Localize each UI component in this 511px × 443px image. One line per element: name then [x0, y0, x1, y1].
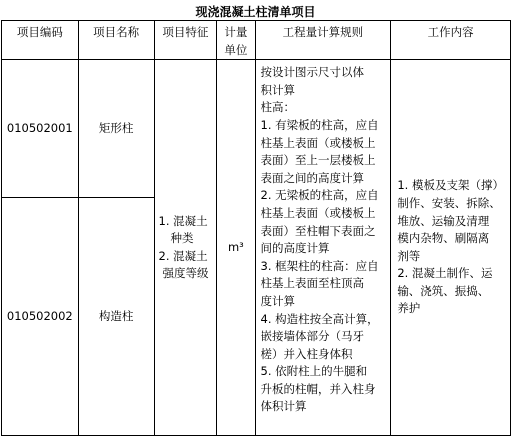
rule-line: 2. 无梁板的柱高，应自	[260, 188, 379, 203]
rule-line: 柱高：	[260, 100, 296, 115]
row-name: 构造柱	[78, 198, 154, 436]
header-unit	[217, 21, 255, 60]
rule-line: 升板的柱帽，并入柱身	[260, 381, 376, 396]
table-title: 现浇混凝土柱清单项目	[195, 5, 316, 19]
unit-cell: m³	[217, 60, 255, 436]
rule-line: 1. 有梁板的柱高，应自	[260, 117, 379, 132]
features-cell	[154, 60, 217, 436]
work-line: 输、浇筑、振捣、	[397, 283, 490, 298]
work-line: 堆放、运输及清理	[397, 213, 490, 228]
feature-line: 强度等级	[162, 266, 209, 281]
rule-line: 表面之间的高度计算	[260, 170, 365, 185]
work-line: 养护	[397, 301, 421, 316]
rule-line: 4. 构造柱按全高计算，	[260, 311, 379, 326]
rule-line: 体积计算	[260, 399, 307, 414]
header-code: 项目编码	[2, 21, 79, 60]
row-code: 010502001	[2, 60, 79, 198]
rule-line: 度计算	[260, 293, 296, 308]
row-code: 010502002	[2, 198, 79, 436]
rule-line: 柱基上表面（或楼板上	[260, 135, 376, 150]
header-features: 项目特征	[154, 21, 217, 60]
rule-line: 5. 依附柱上的牛腿和	[260, 364, 368, 379]
rule-line: 积计算	[260, 82, 296, 97]
rule-line: 按设计图示尺寸以体	[260, 65, 365, 80]
feature-line: 种类	[170, 231, 194, 246]
work-line: 制作、安装、拆除、	[397, 195, 501, 210]
header-unit-line2: 单位	[224, 42, 248, 57]
rule-line: 嵌接墙体部分（马牙	[260, 329, 365, 344]
header-row	[2, 21, 511, 60]
rule-line: 柱基上表面至柱顶高	[260, 276, 365, 291]
work-line: 剂等	[397, 248, 421, 263]
rule-line: 表面）至上一层楼板上	[260, 153, 376, 168]
work-line: 1. 模板及支架（撑）	[397, 178, 504, 193]
header-rules: 工程量计算规则	[255, 21, 391, 60]
work-cell	[391, 60, 511, 436]
rule-line: 槎）并入柱身体积	[260, 346, 353, 361]
rule-line: 3. 框架柱的柱高：应自	[260, 258, 379, 273]
quantity-table	[1, 20, 511, 436]
rules-cell	[255, 60, 391, 436]
work-line: 模内杂物、刷隔离	[397, 231, 490, 246]
header-work: 工作内容	[391, 21, 511, 60]
rule-line: 表面）至柱帽下表面之	[260, 223, 376, 238]
rule-line: 间的高度计算	[260, 241, 330, 256]
rule-line: 柱基上表面（或楼板上	[260, 205, 376, 220]
feature-line: 2. 混凝土	[158, 248, 208, 263]
header-unit-line1: 计量	[224, 25, 248, 39]
feature-line: 1. 混凝土	[158, 213, 208, 228]
table-row	[2, 60, 511, 198]
work-line: 2. 混凝土制作、运	[397, 266, 493, 281]
header-name: 项目名称	[78, 21, 154, 60]
row-name: 矩形柱	[78, 60, 154, 198]
